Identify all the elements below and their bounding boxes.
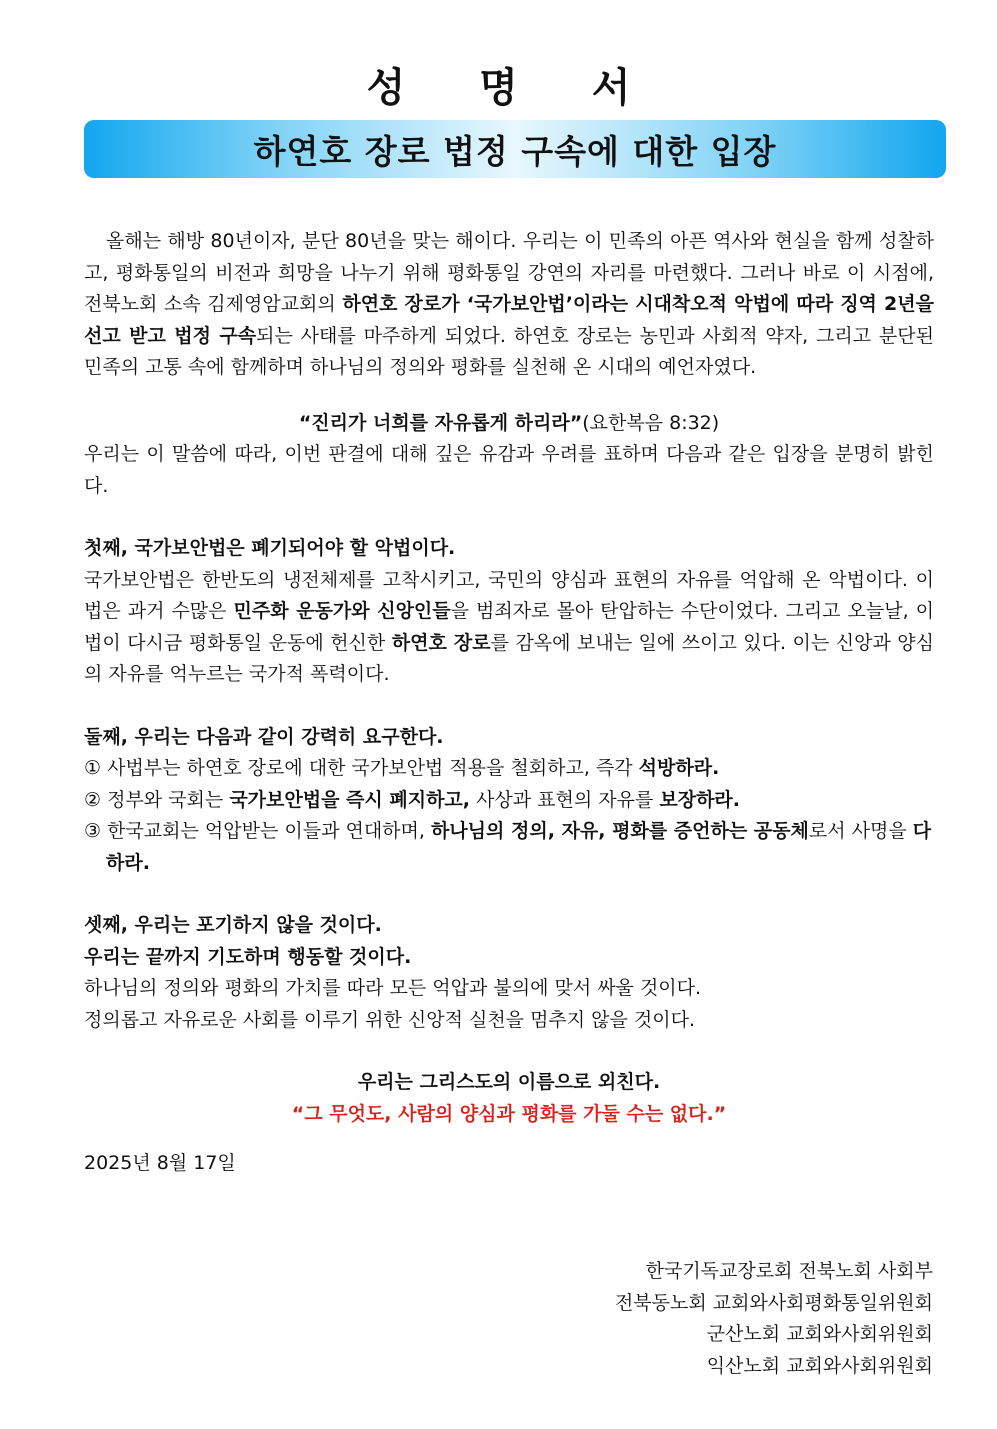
first-bold-1: 민주화 운동가와 신앙인들 <box>233 600 451 622</box>
demand-mark: ① <box>84 757 102 779</box>
third-line-2: 정의롭고 자유로운 사회를 이루기 위한 신앙적 실천을 멈추지 않을 것이다. <box>84 1008 696 1031</box>
demand-text: 한국교회는 억압받는 이들과 연대하며, <box>107 820 431 842</box>
demand-mark: ② <box>84 788 102 811</box>
intro-end: 되는 사태를 마주하게 되었다. 하연호 장로는 농민과 사회적 약자, 그리고 분단된 민족의 고통 속에 함께하며 하나님의 정의와 평화를 실천해 온 시대의 예언자였다. <box>84 324 934 378</box>
third-heading-text-1: 셋째, 우리는 포기하지 않을 것이다. <box>84 914 382 936</box>
demand-text: 사상과 표현의 자유를 <box>470 788 660 811</box>
third-heading-text-2: 우리는 끝까지 기도하며 행동할 것이다. <box>84 945 412 968</box>
subtitle-banner <box>84 120 946 178</box>
scripture-follow: 우리는 이 말씀에 따라, 이번 판결에 대해 깊은 유감과 우려를 표하며 다음과 같은 입장을 분명히 밝힌다. <box>84 443 934 497</box>
second-heading-text: 둘째, 우리는 다음과 같이 강력히 요구한다. <box>84 725 444 748</box>
demand-item-3 <box>84 816 934 879</box>
demand-bold: 국가보안법을 즉시 폐지하고, <box>229 788 471 811</box>
first-paragraph <box>84 565 934 691</box>
page-title: 성 명 서 <box>366 65 661 111</box>
signer-3: 군산노회 교회와사회위원회 <box>706 1323 933 1345</box>
scripture-quote: “진리가 너희를 자유롭게 하리라” <box>298 411 583 434</box>
signer-2: 전북동노회 교회와사회평화통일위원회 <box>614 1291 933 1314</box>
demand-bold: 다하라. <box>106 820 932 874</box>
closing-quote: “그 무엇도, 사람의 양심과 평화를 가둘 수는 없다.” <box>291 1102 727 1125</box>
scripture-ref: (요한복음 8:32) <box>582 411 720 434</box>
demand-bold: 석방하라. <box>638 757 720 779</box>
intro-paragraph <box>84 226 934 384</box>
demand-text: 로서 사명을 <box>808 820 913 842</box>
demand-mark: ③ <box>84 820 102 842</box>
intro-bold: 하연호 장로가 ‘국가보안법’이라는 시대착오적 악법에 따라 징역 2년을 선고 받고 법정 구속 <box>84 293 934 347</box>
first-heading <box>84 533 934 565</box>
third-heading-2 <box>84 942 934 974</box>
demand-bold: 하나님의 정의, 자유, 평화를 증언하는 공동체 <box>430 820 809 842</box>
subtitle-text: 하연호 장로 법정 구속에 대한 입장 <box>253 131 777 171</box>
statement-date: 2025년 8월 17일 <box>84 1152 236 1174</box>
first-text-1: 국가보안법은 한반도의 냉전체제를 고착시키고, 국민의 양심과 표현의 자유를 억압해 온 악법이다. 이 법은 과거 수많은 <box>84 568 934 622</box>
closing-line-text: 우리는 그리스도의 이름으로 외친다. <box>357 1071 661 1093</box>
first-heading-text: 첫째, 국가보안법은 폐기되어야 할 악법이다. <box>84 537 456 559</box>
demand-item-2 <box>84 785 934 817</box>
intro-start: 올해는 <box>106 230 168 252</box>
demand-text: 사법부는 하연호 장로에 대한 국가보안법 적용을 철회하고, 즉각 <box>107 757 639 779</box>
signer-1: 한국기독교장로회 전북노회 사회부 <box>645 1260 933 1282</box>
demand-bold: 보장하라. <box>659 788 741 811</box>
third-line-1: 하나님의 정의와 평화의 가치를 따라 모든 억압과 불의에 맞서 싸울 것이다. <box>84 977 702 999</box>
signer-4: 익산노회 교회와사회위원회 <box>706 1354 933 1377</box>
closing-line <box>84 1067 934 1099</box>
statement-body <box>84 226 934 1180</box>
scripture-line <box>84 408 934 440</box>
first-text-3: 를 감옥에 보내는 일에 쓰이고 있다. 이는 신앙과 양심의 자유를 억누르는 국가적 폭력이다. <box>84 631 934 685</box>
intro-text: 해방 80년이자, 분단 80년을 맞는 해이다. 우리는 이 민족의 아픈 역사와 현실을 함께 성찰하고, 평화통일의 비전과 희망을 나누기 위해 평화통일 강연의 자리를 마련했다. 그러나 바로 이 시점에, 전북노회 소속 김제영암교회의 <box>84 230 935 315</box>
first-bold-2: 하연호 장로 <box>391 631 491 654</box>
second-heading <box>84 722 934 754</box>
demand-item-1 <box>84 753 934 785</box>
demand-text: 정부와 국회는 <box>107 788 230 811</box>
first-text-2: 을 범죄자로 몰아 탄압하는 수단이었다. 그리고 오늘날, 이 법이 다시금 평화통일 운동에 헌신한 <box>84 600 935 654</box>
signer-list <box>615 1256 933 1382</box>
third-heading-1 <box>84 910 934 942</box>
